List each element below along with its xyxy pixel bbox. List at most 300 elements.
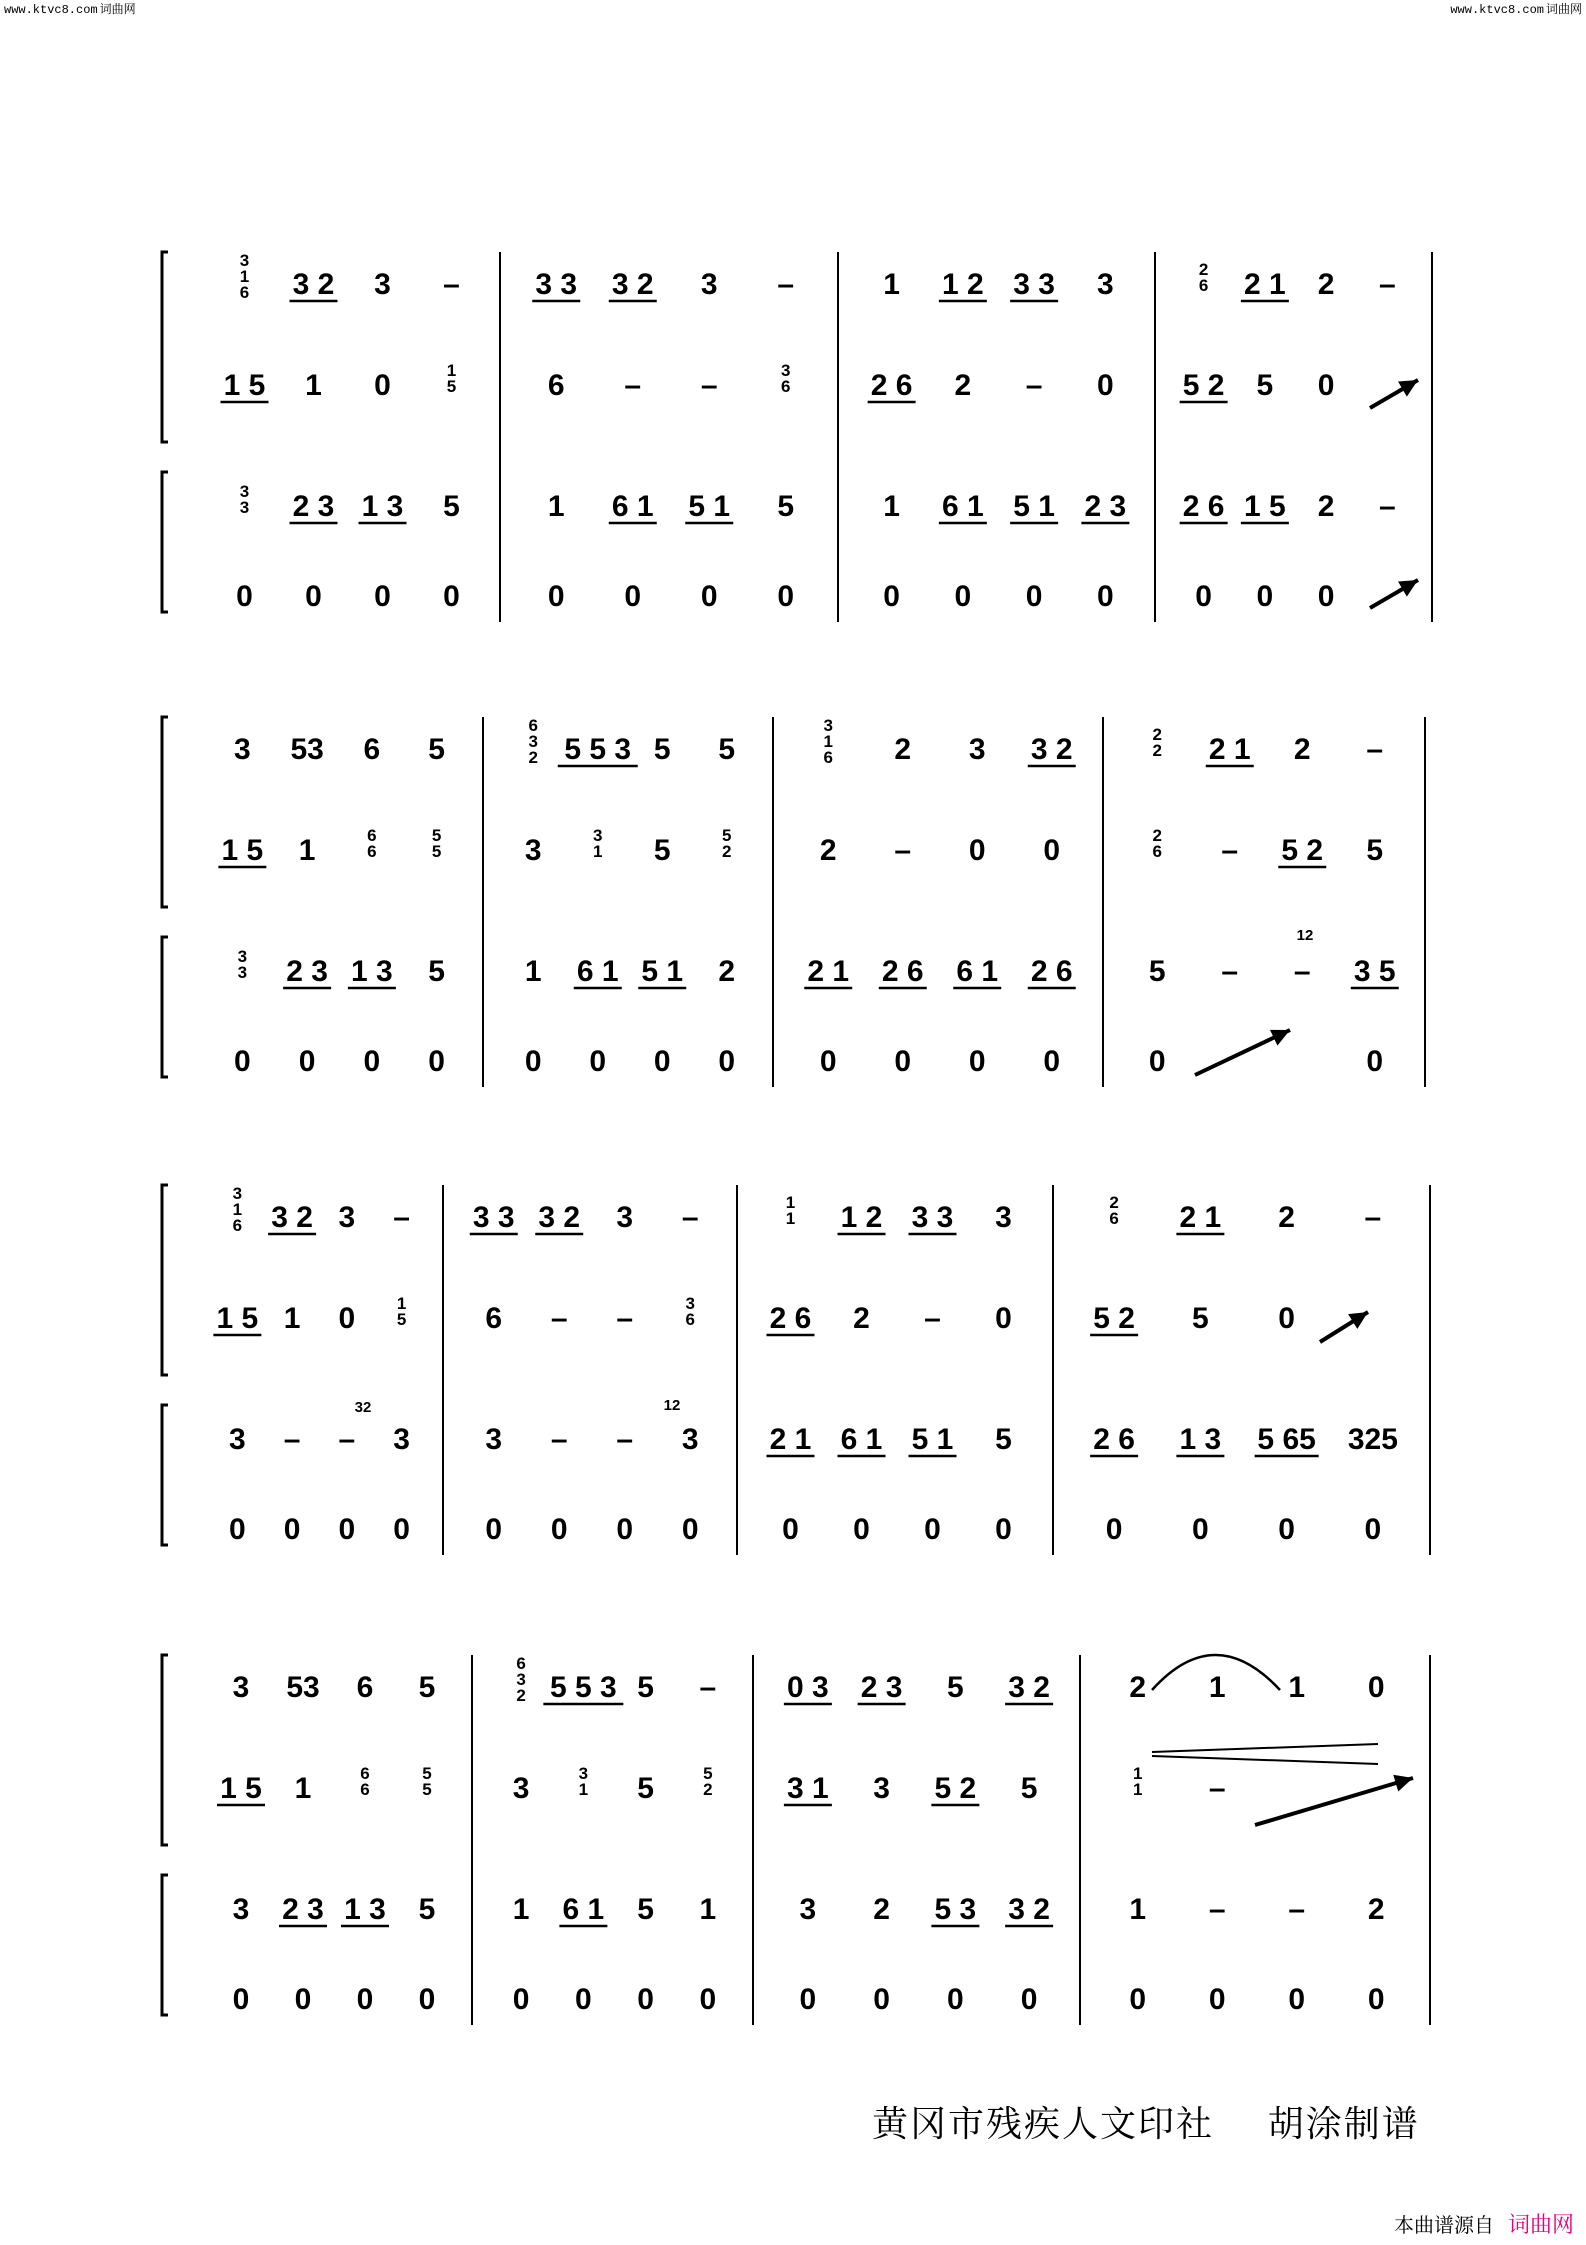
chord-note: 1 [1133, 1764, 1143, 1783]
measure-2 [470, 1201, 699, 1546]
rest: 0 [550, 1513, 568, 1546]
sustain-dash: – [1208, 1893, 1226, 1926]
note: 3 2 [538, 1201, 581, 1234]
measure-1 [213, 1184, 410, 1546]
measure-4 [1180, 260, 1396, 613]
chord-note: 6 [367, 826, 377, 845]
rest: 0 [305, 580, 322, 613]
note: 1 [294, 1772, 312, 1805]
measure-2 [532, 268, 794, 613]
rest: 0 [1097, 369, 1114, 402]
chord-note: 6 [1109, 1209, 1119, 1228]
decrescendo-line [1152, 1756, 1378, 1764]
sustain-dash: – [283, 1423, 301, 1456]
rest: 0 [1317, 580, 1335, 613]
rest: 0 [1043, 834, 1061, 867]
chord-note: 3 [237, 947, 248, 966]
rest: 0 [1367, 1983, 1385, 2016]
glissando-arrow [1195, 1030, 1290, 1075]
rest: 0 [1367, 1671, 1385, 1704]
sustain-dash: – [1379, 490, 1396, 523]
rest: 0 [653, 1045, 671, 1078]
rest: 0 [1364, 1513, 1382, 1546]
chord-note: 3 [781, 361, 791, 380]
decrescendo-line [1152, 1744, 1378, 1752]
note: 3 [512, 1772, 530, 1805]
measure-1 [218, 733, 445, 1078]
note: 3 [681, 1423, 699, 1456]
note: 5 [1148, 955, 1166, 988]
chord-note: 3 [593, 826, 603, 845]
note: 3 2 [1030, 733, 1073, 766]
rest: 0 [1208, 1983, 1226, 2016]
rest: 0 [547, 580, 565, 613]
rest: 0 [485, 1513, 503, 1546]
note: 2 [894, 733, 912, 766]
note: 3 [1097, 268, 1114, 301]
measure-3 [767, 1193, 1012, 1546]
rest: 0 [443, 580, 460, 613]
note: 3 2 [271, 1201, 313, 1234]
note: 53 [290, 733, 324, 766]
rest: 0 [418, 1983, 436, 2016]
sustain-dash: – [894, 834, 912, 867]
chord-note: 3 [239, 498, 250, 517]
note: 1 5 [216, 1302, 259, 1335]
chord-note: 6 [239, 283, 250, 302]
sustain-dash: – [338, 1423, 356, 1456]
note: 325 [1347, 1423, 1398, 1456]
note: 3 [616, 1201, 634, 1234]
sustain-dash: – [1293, 955, 1311, 988]
note: 2 [1317, 490, 1335, 523]
note: 6 [363, 733, 381, 766]
note: 1 [512, 1893, 530, 1926]
note: 2 6 [1030, 955, 1073, 988]
rest: 0 [236, 580, 253, 613]
sustain-dash: – [1025, 369, 1043, 402]
note: 2 3 [860, 1671, 903, 1704]
note: 5 [653, 834, 671, 867]
note: 1 [547, 490, 565, 523]
header-right-site-name: 词曲网 [1545, 2, 1582, 16]
rest: 0 [873, 1983, 890, 2016]
note: 1 2 [840, 1201, 883, 1234]
system-bracket [162, 1655, 168, 1845]
rest: 0 [782, 1513, 799, 1546]
system-bracket [162, 1185, 168, 1375]
chord-note: 6 [232, 1216, 243, 1235]
note: 5 65 [1257, 1423, 1316, 1456]
note: 1 3 [361, 490, 404, 523]
note: 3 3 [535, 268, 578, 301]
rest: 0 [229, 1513, 246, 1546]
footer-brand-link[interactable]: 词曲网 [1507, 2213, 1574, 2238]
chord-note: 2 [1152, 826, 1162, 845]
rest: 0 [338, 1513, 356, 1546]
note: 1 3 [351, 955, 393, 988]
rest: 0 [1105, 1513, 1123, 1546]
rest: 0 [575, 1983, 592, 2016]
note: 2 3 [286, 955, 328, 988]
footer-source-text: 本曲谱源自 [1393, 2213, 1494, 2237]
chord-note: 5 [722, 826, 732, 845]
note: 2 6 [769, 1302, 812, 1335]
chord-note: 6 [1152, 842, 1162, 861]
glissando-arrow [1255, 1775, 1413, 1825]
rest: 0 [524, 1045, 542, 1078]
rest: 0 [1256, 580, 1274, 613]
header-left-site-name: 词曲网 [99, 2, 136, 16]
rest: 0 [374, 580, 391, 613]
rest: 0 [894, 1045, 912, 1078]
chord-note: 5 [396, 1310, 407, 1329]
chord-note: 6 [360, 1764, 370, 1783]
sustain-dash: – [393, 1201, 410, 1234]
grace-note: 12 [663, 1397, 681, 1414]
note: 1 [524, 955, 542, 988]
chord-note: 1 [785, 1209, 796, 1228]
note: 1 [883, 268, 900, 301]
note: 5 1 [911, 1423, 954, 1456]
header-right-url[interactable]: www.ktvc8.com [1450, 3, 1544, 17]
note: 3 3 [1013, 268, 1055, 301]
chord-note: 6 [360, 1780, 370, 1799]
sustain-dash: – [1366, 733, 1384, 766]
chord-note: 1 [396, 1294, 407, 1313]
sustain-dash: – [924, 1302, 941, 1335]
chord-note: 1 [578, 1780, 589, 1799]
rest: 0 [512, 1983, 530, 2016]
note: 5 [428, 955, 445, 988]
sustain-dash: – [699, 1671, 717, 1704]
chord-note: 3 [823, 716, 833, 735]
measure-4 [1149, 725, 1399, 1078]
chord-note: 1 [1133, 1780, 1143, 1799]
note: 3 1 [787, 1772, 829, 1805]
note: 3 3 [911, 1201, 954, 1234]
rest: 0 [947, 1983, 964, 2016]
rest: 0 [232, 1983, 250, 2016]
note: 5 [637, 1772, 654, 1805]
system-bracket [162, 1875, 168, 2015]
note: 2 [1278, 1201, 1295, 1234]
note: 5 1 [688, 490, 731, 523]
measure-2 [513, 1654, 716, 2016]
note: 3 [995, 1201, 1012, 1234]
chord-note: 5 [703, 1764, 713, 1783]
rest: 0 [954, 580, 972, 613]
note: 3 [968, 733, 986, 766]
system-bracket [162, 937, 168, 1077]
note: 1 [305, 369, 322, 402]
rest: 0 [853, 1513, 870, 1546]
glissando-arrow [1370, 380, 1418, 408]
rest: 0 [393, 1513, 410, 1546]
note: 6 [485, 1302, 503, 1335]
chord-note: 6 [516, 1654, 526, 1673]
rest: 0 [883, 580, 900, 613]
note: 2 1 [769, 1423, 812, 1456]
note: 1 [1208, 1671, 1226, 1704]
chord-note: 1 [232, 1200, 243, 1219]
note: 1 [1129, 1893, 1147, 1926]
note: 2 6 [881, 955, 924, 988]
rest: 0 [1366, 1045, 1384, 1078]
measure-3 [804, 716, 1076, 1078]
chord-note: 1 [239, 267, 250, 286]
note: 2 [1317, 268, 1335, 301]
note: 3 [234, 733, 251, 766]
measure-4 [1129, 1671, 1384, 2016]
sustain-dash: – [550, 1302, 568, 1335]
note: 5 [947, 1671, 964, 1704]
note: 1 3 [1179, 1423, 1222, 1456]
system-2 [162, 716, 1425, 1087]
note: 3 2 [292, 268, 335, 301]
swell-anchor [1375, 1750, 1378, 1756]
note: 1 [298, 834, 316, 867]
rest: 0 [1129, 1983, 1147, 2016]
chord-note: 3 [578, 1764, 589, 1783]
system-4 [162, 1654, 1430, 2025]
chord-note: 2 [528, 748, 538, 767]
note: 6 1 [956, 955, 999, 988]
note: 5 [718, 733, 736, 766]
chord-note: 3 [685, 1294, 695, 1313]
chord-note: 6 [781, 377, 791, 396]
chord-note: 5 [431, 842, 442, 861]
rest: 0 [777, 580, 795, 613]
rest: 0 [1317, 369, 1335, 402]
system-1 [162, 251, 1432, 622]
rest: 0 [995, 1513, 1012, 1546]
note: 2 6 [870, 369, 913, 402]
chord-note: 2 [1198, 260, 1209, 279]
sustain-dash: – [624, 369, 642, 402]
chord-note: 2 [1152, 741, 1162, 760]
note: 3 [485, 1423, 503, 1456]
note: 5 5 3 [564, 733, 632, 766]
note: 1 2 [942, 268, 984, 301]
note: 2 1 [1208, 733, 1251, 766]
note: 2 [718, 955, 736, 988]
note: 1 5 [221, 834, 264, 867]
grace-note: 12 [1296, 927, 1314, 944]
source-footer [1394, 2208, 1574, 2239]
rest: 0 [624, 580, 642, 613]
note: 5 [443, 490, 460, 523]
rest: 0 [699, 1983, 717, 2016]
note: 2 [1367, 1893, 1385, 1926]
note: 6 [547, 369, 565, 402]
chord-note: 3 [239, 482, 250, 501]
rest: 0 [1278, 1302, 1295, 1335]
note: 5 2 [1093, 1302, 1135, 1335]
rest: 0 [616, 1513, 634, 1546]
note: 3 2 [611, 268, 654, 301]
chord-note: 6 [367, 842, 377, 861]
note: 2 1 [1179, 1201, 1222, 1234]
rest: 0 [1288, 1983, 1306, 2016]
sustain-dash: – [443, 268, 460, 301]
rest: 0 [1192, 1513, 1209, 1546]
rest: 0 [356, 1983, 374, 2016]
note: 2 3 [1084, 490, 1127, 523]
note: 0 3 [787, 1671, 829, 1704]
note: 2 [954, 369, 972, 402]
note: 5 [653, 733, 671, 766]
system-bracket [162, 252, 168, 442]
rest: 0 [1278, 1513, 1295, 1546]
sustain-dash: – [1288, 1893, 1306, 1926]
note: 6 1 [611, 490, 654, 523]
rest: 0 [637, 1983, 654, 2016]
note: 3 [374, 268, 391, 301]
rest: 0 [338, 1302, 356, 1335]
note: 3 2 [1008, 1671, 1050, 1704]
sustain-dash: – [681, 1201, 699, 1234]
note: 1 [1288, 1671, 1306, 1704]
rest: 0 [1025, 580, 1043, 613]
note: 6 [356, 1671, 374, 1704]
chord-note: 3 [237, 963, 248, 982]
note: 1 3 [344, 1893, 386, 1926]
rest: 0 [924, 1513, 941, 1546]
rest: 0 [428, 1045, 445, 1078]
measure-2 [525, 716, 735, 1078]
system-bracket [162, 717, 168, 907]
chord-note: 1 [785, 1193, 796, 1212]
rest: 0 [1195, 580, 1212, 613]
rest: 0 [995, 1302, 1012, 1335]
note: 5 [418, 1671, 436, 1704]
chord-note: 2 [722, 842, 732, 861]
system-bracket [162, 1405, 168, 1545]
chord-note: 1 [593, 842, 603, 861]
note: 3 2 [1008, 1893, 1050, 1926]
chord-note: 6 [685, 1310, 695, 1329]
measure-1 [221, 251, 460, 613]
note: 1 [883, 490, 900, 523]
rest: 0 [374, 369, 391, 402]
note: 3 [700, 268, 718, 301]
sustain-dash: – [1379, 268, 1396, 301]
sustain-dash: – [616, 1423, 634, 1456]
note: 2 [819, 834, 837, 867]
note: 5 [777, 490, 795, 523]
chord-note: 2 [703, 1780, 713, 1799]
measure-3 [784, 1671, 1053, 2016]
note: 5 [1020, 1772, 1038, 1805]
glissando-arrow [1320, 1312, 1368, 1342]
note: 5 2 [1182, 369, 1225, 402]
grace-note: 32 [354, 1399, 372, 1416]
note: 5 5 3 [550, 1671, 617, 1704]
rest: 0 [968, 834, 986, 867]
chord-note: 1 [446, 361, 457, 380]
note: 5 [637, 1671, 654, 1704]
sustain-dash: – [777, 268, 795, 301]
chord-note: 6 [823, 748, 833, 767]
note: 53 [286, 1671, 320, 1704]
rest: 0 [363, 1045, 381, 1078]
chord-note: 2 [1109, 1193, 1119, 1212]
rest: 0 [298, 1045, 316, 1078]
rest: 0 [1020, 1983, 1038, 2016]
rest: 0 [1043, 1045, 1061, 1078]
note: 5 2 [934, 1772, 977, 1805]
note: 2 6 [1093, 1423, 1135, 1456]
system-3 [162, 1184, 1430, 1555]
sustain-dash: – [550, 1423, 568, 1456]
sustain-dash: – [700, 369, 718, 402]
note: 2 6 [1182, 490, 1225, 523]
sustain-dash: – [1208, 1772, 1226, 1805]
rest: 0 [589, 1045, 607, 1078]
rest: 0 [234, 1045, 251, 1078]
note: 5 3 [934, 1893, 977, 1926]
sustain-dash: – [1221, 955, 1239, 988]
note: 5 [637, 1893, 654, 1926]
chord-note: 5 [422, 1780, 432, 1799]
note: 5 [1192, 1302, 1209, 1335]
chord-note: 5 [446, 377, 457, 396]
chord-note: 3 [239, 251, 250, 270]
note: 5 [418, 1893, 436, 1926]
note: 1 5 [223, 369, 266, 402]
note: 2 3 [292, 490, 335, 523]
chord-note: 2 [1152, 725, 1162, 744]
measure-3 [868, 268, 1130, 613]
note: 3 5 [1353, 955, 1396, 988]
note: 2 [1293, 733, 1311, 766]
rest: 0 [1148, 1045, 1166, 1078]
glissando-arrow [1370, 580, 1418, 608]
chord-note: 6 [1198, 276, 1209, 295]
note: 3 [799, 1893, 817, 1926]
note: 3 [524, 834, 542, 867]
measure-4 [1090, 1193, 1398, 1546]
note: 3 3 [472, 1201, 515, 1234]
note: 2 1 [1244, 268, 1286, 301]
note: 1 [283, 1302, 301, 1335]
rest: 0 [294, 1983, 312, 2016]
rest: 0 [700, 580, 718, 613]
note: 2 1 [807, 955, 850, 988]
chord-note: 6 [528, 716, 538, 735]
note: 3 [338, 1201, 356, 1234]
header-left-url[interactable]: www.ktvc8.com [4, 3, 98, 17]
chord-note: 3 [528, 732, 538, 751]
chord-note: 3 [516, 1670, 526, 1689]
note: 3 [393, 1423, 410, 1456]
note: 3 [229, 1423, 246, 1456]
chord-note: 5 [422, 1764, 432, 1783]
note: 3 [232, 1671, 250, 1704]
rest: 0 [718, 1045, 736, 1078]
rest: 0 [681, 1513, 699, 1546]
note: 5 [428, 733, 445, 766]
note: 2 [873, 1893, 890, 1926]
rest: 0 [968, 1045, 986, 1078]
note: 3 [873, 1772, 890, 1805]
chord-note: 3 [232, 1184, 243, 1203]
chord-note: 2 [516, 1686, 526, 1705]
note: 6 1 [840, 1423, 883, 1456]
note: 6 1 [576, 955, 619, 988]
note: 5 [995, 1423, 1012, 1456]
